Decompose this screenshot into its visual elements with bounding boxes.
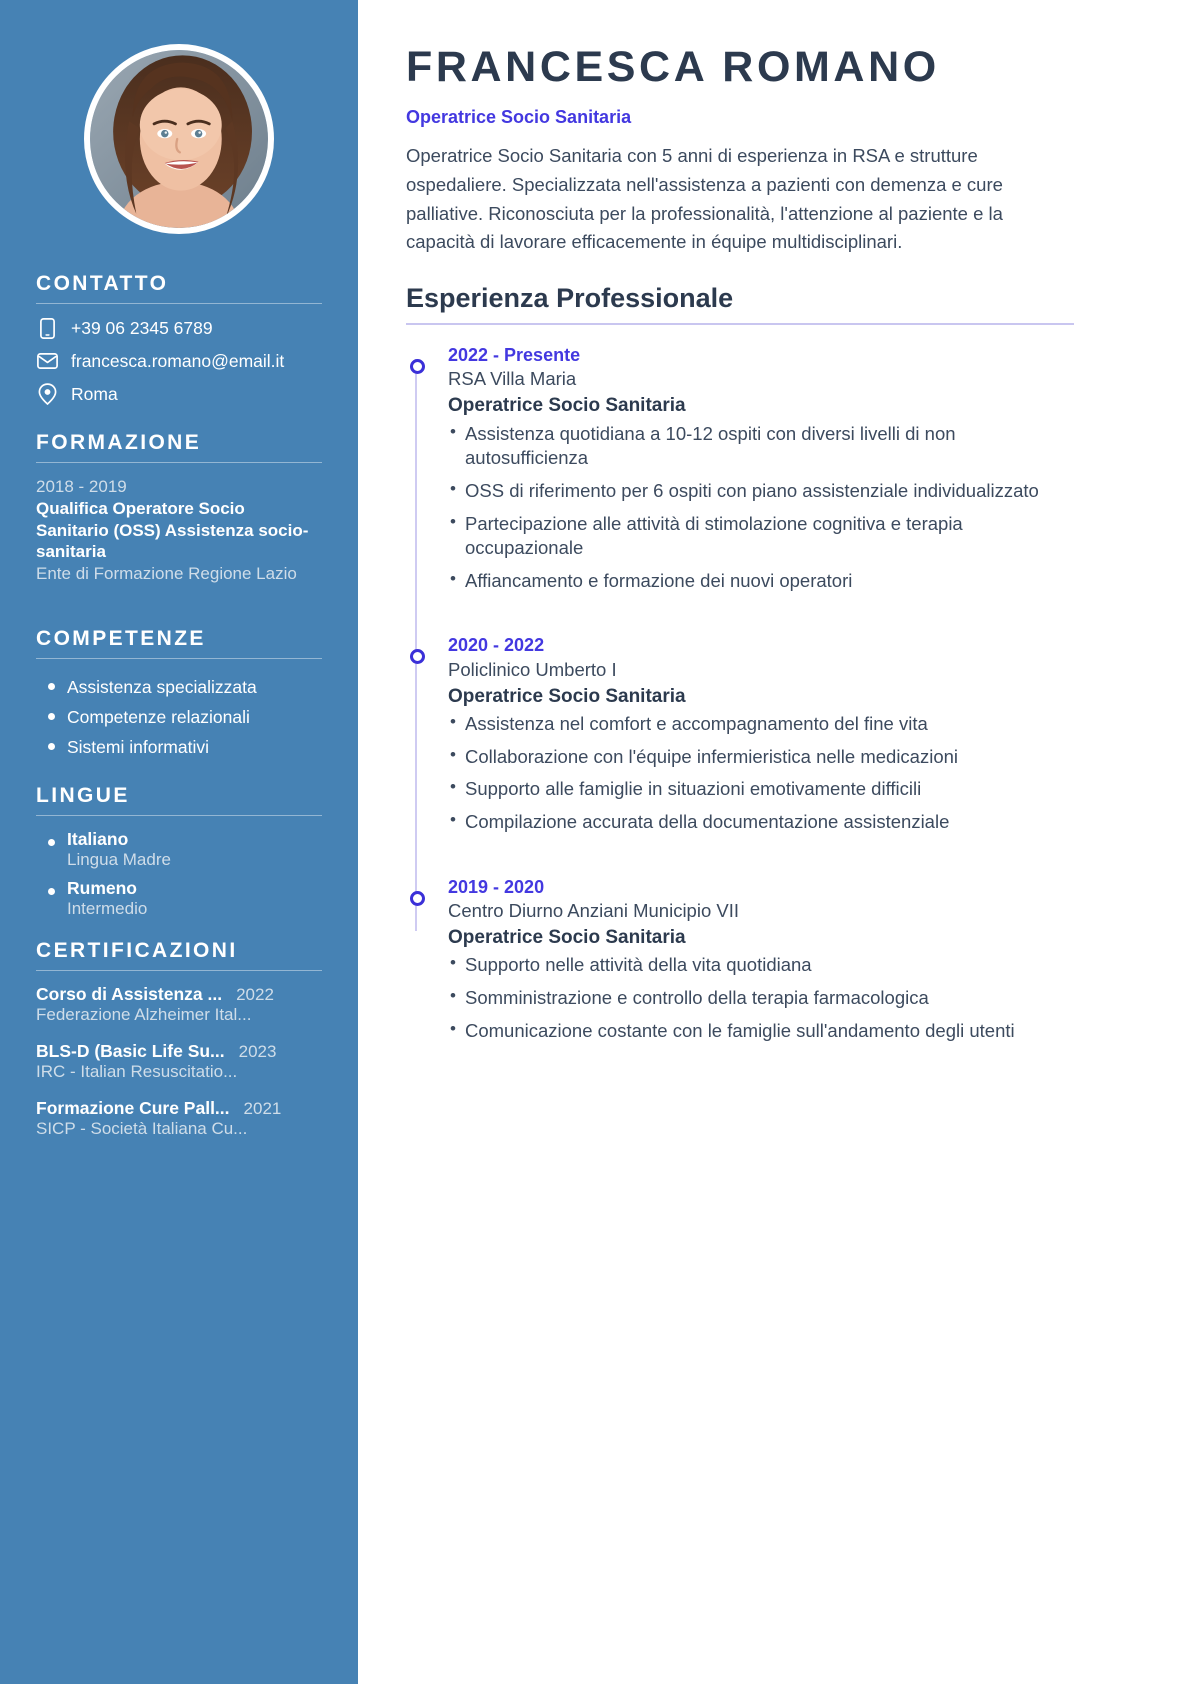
language-item <box>36 878 322 919</box>
experience-bullet: • Assistenza quotidiana a 10-12 ospiti con diversi livelli di non autosufficienza <box>448 422 1043 471</box>
experience-title: Operatrice Socio Sanitaria <box>448 685 686 707</box>
bullet-dot-icon <box>48 839 55 846</box>
section-divider <box>406 323 1074 325</box>
section-title-esperienza: Esperienza Professionale <box>406 282 734 313</box>
divider <box>36 815 322 816</box>
language-item <box>36 829 322 870</box>
phone-icon <box>36 317 58 339</box>
experience-company: RSA Villa Maria <box>448 368 577 390</box>
experience-date: 2020 - 2022 <box>448 635 545 656</box>
envelope-icon <box>36 350 58 372</box>
contact-item-location[interactable] <box>36 383 322 405</box>
experience-item <box>448 633 1074 834</box>
skills-list <box>36 672 322 762</box>
experience-bullet: • Somministrazione e controllo della terapia farmacologica <box>448 986 1043 1011</box>
experience-timeline <box>406 343 1074 1043</box>
experience-bullets <box>448 712 1074 834</box>
divider <box>36 303 322 304</box>
profile-photo-image <box>90 50 268 228</box>
contact-item-email[interactable] <box>36 350 322 372</box>
section-title-competenze: COMPETENZE <box>36 626 206 650</box>
certification-org: SICP - Società Italiana Cu... <box>36 1119 248 1139</box>
experience-bullet: • Supporto nelle attività della vita quotidiana <box>448 953 1043 978</box>
certification-item <box>36 1041 322 1082</box>
contact-item-phone[interactable] <box>36 317 322 339</box>
experience-bullet: • Supporto alle famiglie in situazioni emotivamente difficili <box>448 777 1043 802</box>
skill-label: Sistemi informativi <box>67 736 209 757</box>
education-item <box>36 476 322 585</box>
language-name: Italiano <box>67 829 129 850</box>
experience-bullets <box>448 953 1074 1043</box>
experience-bullets <box>448 422 1074 594</box>
divider <box>36 462 322 463</box>
certification-name: Formazione Cure Pall... <box>36 1098 230 1119</box>
skill-item <box>36 672 322 702</box>
bullet-dot-icon <box>48 713 55 720</box>
timeline-marker-icon <box>410 891 425 906</box>
section-certificazioni <box>36 939 322 1139</box>
page-title: FRANCESCA ROMANO <box>406 43 940 91</box>
section-title-lingue: LINGUE <box>36 784 130 808</box>
experience-date: 2022 - Presente <box>448 344 581 365</box>
certification-org: Federazione Alzheimer Ital... <box>36 1005 252 1025</box>
experience-bullet: • Compilazione accurata della documentazione assistenziale <box>448 810 1043 835</box>
skill-label: Competenze relazionali <box>67 706 250 727</box>
experience-bullet: • Comunicazione costante con le famiglie sull'andamento degli utenti <box>448 1019 1043 1044</box>
main-content <box>358 0 1190 1684</box>
certification-name: Corso di Assistenza ... <box>36 984 223 1005</box>
section-formazione <box>36 431 322 585</box>
certification-item <box>36 1098 322 1139</box>
experience-bullet: • Affiancamento e formazione dei nuovi operatori <box>448 569 1043 594</box>
section-contatto <box>36 272 322 405</box>
skill-item <box>36 732 322 762</box>
skill-label: Assistenza specializzata <box>67 676 257 697</box>
section-title-certificazioni: CERTIFICAZIONI <box>36 939 238 963</box>
experience-title: Operatrice Socio Sanitaria <box>448 395 686 417</box>
certification-org: IRC - Italian Resuscitatio... <box>36 1062 238 1082</box>
bullet-dot-icon <box>48 743 55 750</box>
certification-item <box>36 984 322 1025</box>
section-title-contatto: CONTATTO <box>36 272 169 295</box>
language-level: Lingua Madre <box>67 850 171 870</box>
certification-year: 2022 <box>236 985 274 1005</box>
divider <box>36 658 322 659</box>
skill-item <box>36 702 322 732</box>
bullet-dot-icon <box>48 888 55 895</box>
education-degree: Qualifica Operatore Socio Sanitario (OSS) Assistenza socio-sanitaria <box>36 498 309 562</box>
experience-date: 2019 - 2020 <box>448 876 545 897</box>
experience-company: Policlinico Umberto I <box>448 658 617 680</box>
section-lingue <box>36 784 322 919</box>
profile-photo <box>84 44 274 234</box>
timeline-line <box>415 359 417 931</box>
professional-summary: Operatrice Socio Sanitaria con 5 anni di esperienza in RSA e strutture ospedaliere. Specializzata nell'assistenza a pazienti con demenza e cure palliative. Riconosciuta per la professionalità, l'attenzione al paziente e la capacità di lavorare efficacemente in équipe multidisciplinari. <box>406 145 1003 253</box>
language-name: Rumeno <box>67 878 137 899</box>
experience-bullet: • OSS di riferimento per 6 ospiti con piano assistenziale individualizzato <box>448 479 1043 504</box>
certification-name: BLS-D (Basic Life Su... <box>36 1041 225 1062</box>
bullet-dot-icon <box>48 683 55 690</box>
education-school: Ente di Formazione Regione Lazio <box>36 564 297 583</box>
certification-year: 2021 <box>243 1099 282 1119</box>
sidebar <box>0 0 358 1684</box>
divider <box>36 970 322 971</box>
education-date: 2018 - 2019 <box>36 477 127 496</box>
experience-bullet: • Collaborazione con l'équipe infermieristica nelle medicazioni <box>448 745 1043 770</box>
experience-bullet: • Partecipazione alle attività di stimolazione cognitiva e terapia occupazionale <box>448 512 1043 561</box>
timeline-marker-icon <box>410 359 425 374</box>
experience-bullet: • Assistenza nel comfort e accompagnamento del fine vita <box>448 712 1043 737</box>
contact-phone-value: +39 06 2345 6789 <box>71 317 213 338</box>
section-title-formazione: FORMAZIONE <box>36 431 202 454</box>
experience-item <box>448 875 1074 1044</box>
job-role-subtitle: Operatrice Socio Sanitaria <box>406 107 632 128</box>
section-competenze <box>36 627 322 762</box>
language-level: Intermedio <box>67 899 148 919</box>
experience-company: Centro Diurno Anziani Municipio VII <box>448 899 740 921</box>
timeline-marker-icon <box>410 649 425 664</box>
experience-item <box>448 343 1074 593</box>
experience-title: Operatrice Socio Sanitaria <box>448 926 686 948</box>
contact-email-value: francesca.romano@email.it <box>71 350 285 371</box>
location-pin-icon <box>36 383 58 405</box>
certification-year: 2023 <box>238 1042 277 1062</box>
contact-location-value: Roma <box>71 383 118 404</box>
